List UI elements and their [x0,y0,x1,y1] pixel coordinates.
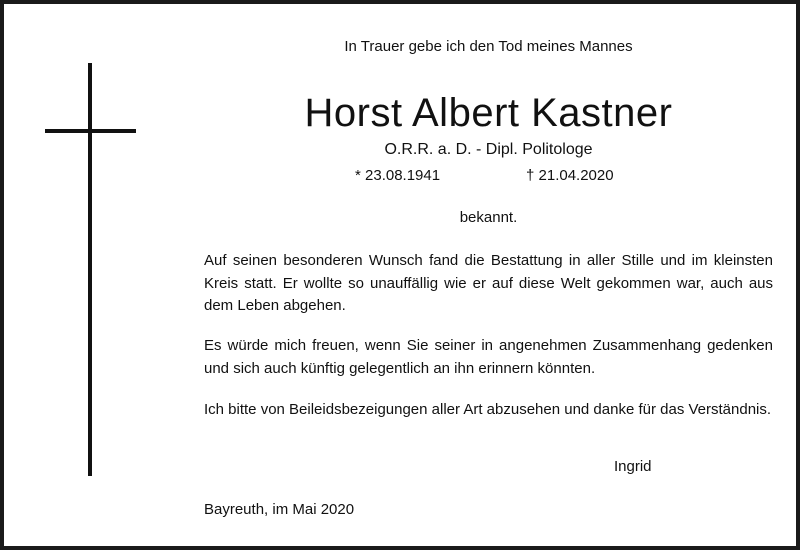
intro-line: In Trauer gebe ich den Tod meines Mannes [344,38,633,55]
deceased-name: Horst Albert Kastner [304,91,673,135]
paragraph-condolences: Ich bitte von Beileidsbezeigungen aller Art abzusehen und danke für das Verständnis. [204,401,772,418]
death-date: † 21.04.2020 [526,167,614,184]
known-line: bekannt. [459,209,518,226]
paragraph-burial: Auf seinen besonderen Wunsch fand die Bestattung in aller Stille und im kleinsten Kreis statt. Er wollte so unauffällig wie er auf diese Welt gekommen war, auch aus dem Leben abgehen. [204,252,773,314]
signature: Ingrid [614,458,652,475]
deceased-title: O.R.R. a. D. - Dipl. Politologe [384,141,593,158]
cross-icon [88,63,92,476]
paragraph-remembrance: Es würde mich freuen, wenn Sie seiner in angenehmen Zusammenhang gedenken und sich auch künftig gelegentlich an ihn erinnern könnten. [204,337,773,377]
cross-icon-crossbar [45,129,136,133]
birth-date: * 23.08.1941 [355,167,441,184]
place-date: Bayreuth, im Mai 2020 [204,501,355,518]
